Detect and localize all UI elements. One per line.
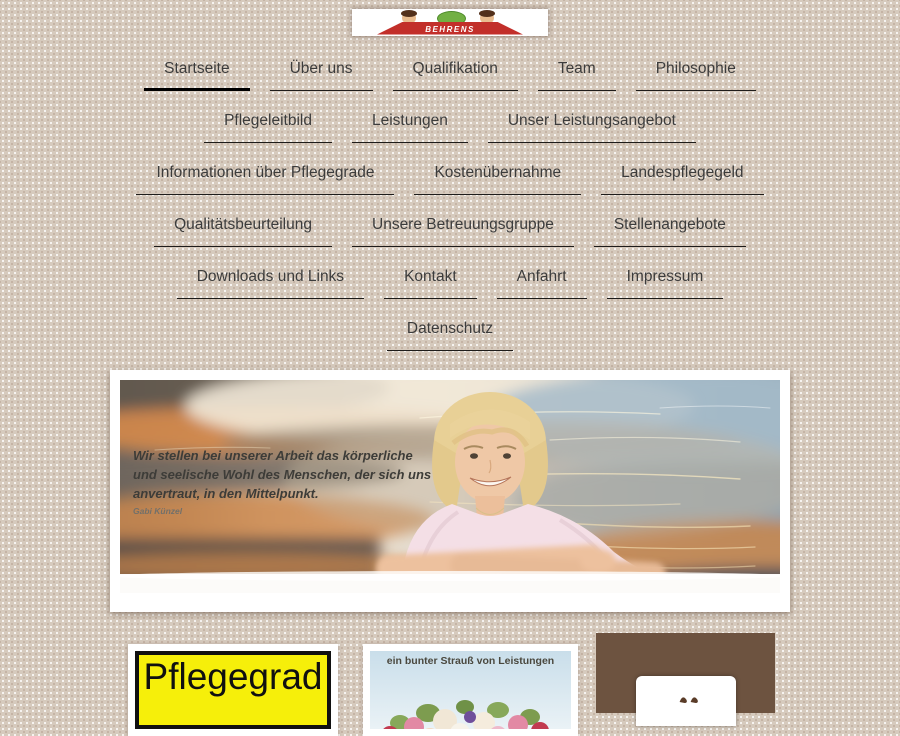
nav-item-unser-leistungsangebot[interactable]: Unser Leistungsangebot (488, 108, 696, 143)
nav-item-informationen-ueber-pflegegrade[interactable]: Informationen über Pflegegrade (136, 160, 394, 195)
flower-bouquet-art (370, 675, 571, 729)
logo-image (375, 10, 525, 36)
nav-item-team[interactable]: Team (538, 56, 616, 91)
hero-quote-attribution: Gabi Künzel (133, 506, 183, 516)
nav-item-kostenuebernahme[interactable]: Kostenübernahme (414, 160, 581, 195)
nav-item-downloads-und-links[interactable]: Downloads und Links (177, 264, 364, 299)
brown-card-glyph-icon (678, 692, 702, 704)
pflegegrad-sign-card[interactable] (128, 644, 338, 736)
nav-row-2 (0, 108, 900, 143)
hero-quote-line: und seelische Wohl des Menschen, der sich uns (133, 467, 432, 482)
brown-card-inner (636, 676, 736, 726)
nav-row-5 (0, 264, 900, 299)
nav-item-unsere-betreuungsgruppe[interactable]: Unsere Betreuungsgruppe (352, 212, 574, 247)
nav-row-1 (0, 56, 900, 91)
leistungen-flowers-card[interactable] (363, 644, 578, 736)
hero-quote-line: anvertraut, in den Mittelpunkt. (133, 486, 319, 501)
hero-quote (133, 446, 431, 517)
nav-item-qualitaetsbeurteilung[interactable]: Qualitätsbeurteilung (154, 212, 332, 247)
logo-text: BEHRENS (425, 24, 475, 34)
brown-teaser-card[interactable] (596, 633, 775, 713)
nav-row-4 (0, 212, 900, 247)
nav-item-startseite[interactable]: Startseite (144, 56, 249, 91)
flowers-caption: ein bunter Strauß von Leistungen (386, 655, 555, 667)
nav-item-datenschutz[interactable]: Datenschutz (387, 316, 513, 351)
pflegegrad-sign-label: Pflegegrad (143, 656, 323, 697)
nav-item-pflegeleitbild[interactable]: Pflegeleitbild (204, 108, 332, 143)
nav-item-ueber-uns[interactable]: Über uns (270, 56, 373, 91)
nav-item-stellenangebote[interactable]: Stellenangebote (594, 212, 746, 247)
nav-item-qualifikation[interactable]: Qualifikation (393, 56, 518, 91)
hero-frame (110, 370, 790, 612)
nav-item-leistungen[interactable]: Leistungen (352, 108, 468, 143)
nav-item-impressum[interactable]: Impressum (607, 264, 724, 299)
pflegegrad-sign (135, 651, 331, 729)
nav-row-6 (0, 316, 900, 351)
nav-item-anfahrt[interactable]: Anfahrt (497, 264, 587, 299)
nav-row-3 (0, 160, 900, 195)
nav-item-kontakt[interactable]: Kontakt (384, 264, 477, 299)
logo[interactable] (352, 9, 548, 36)
hero-image (120, 380, 780, 593)
nav-item-landespflegegeld[interactable]: Landespflegegeld (601, 160, 763, 195)
hero-quote-line: Wir stellen bei unserer Arbeit das körperliche (133, 448, 413, 463)
nav-item-philosophie[interactable]: Philosophie (636, 56, 756, 91)
flower-bouquet-image (370, 651, 571, 729)
